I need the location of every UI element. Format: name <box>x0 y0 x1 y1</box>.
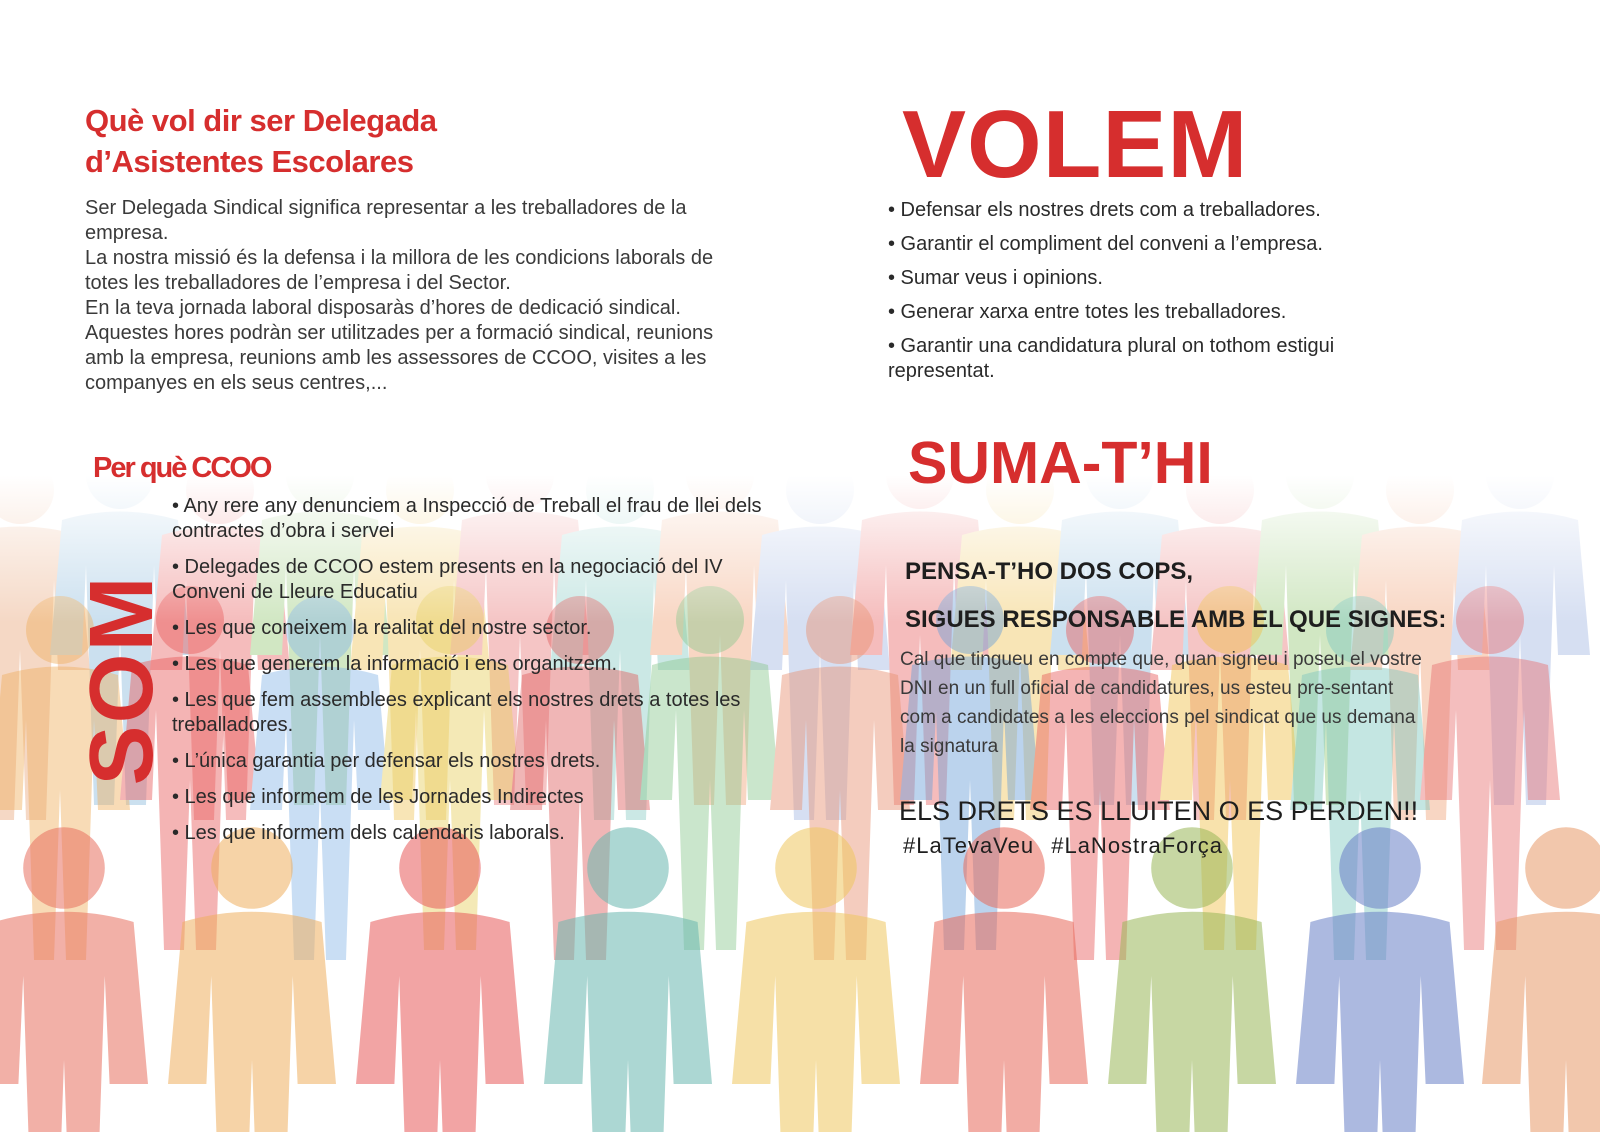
som-list-item: • Les que informem de les Jornades Indirectes <box>172 786 584 808</box>
som-vertical-label <box>72 520 172 840</box>
som-list-item: • Les que generem la informació i ens organitzem. <box>172 653 618 675</box>
intro-paragraph: Ser Delegada Sindical significa representar a les treballadores de la empresa. <box>85 197 687 244</box>
som-list-item: • Les que informem dels calendaris laborals. <box>172 822 565 844</box>
som-label-text: SOM <box>72 574 172 786</box>
som-list-item: • Les que fem assemblees explicant els nostres drets a totes les treballadores. <box>172 689 741 736</box>
volem-list-item: • Sumar veus i opinions. <box>888 267 1103 289</box>
volem-heading: VOLEM <box>902 91 1249 198</box>
intro-paragraph: La nostra missió és la defensa i la millora de les condicions laborals de totes les treballadores de l’empresa i del Sector. <box>85 247 714 294</box>
pensa-callout: PENSA-T’HO DOS COPS, <box>905 558 1194 585</box>
sigues-callout: SIGUES RESPONSABLE AMB EL QUE SIGNES: <box>905 606 1447 633</box>
som-list-item: • Any rere any denunciem a Inspecció de Treball el frau de llei dels contractes d’obra i servei <box>172 495 762 542</box>
som-list-item: • L’única garantia per defensar els nostres drets. <box>172 750 601 772</box>
volem-list-item: • Garantir una candidatura plural on tothom estigui representat. <box>888 335 1335 382</box>
hashtags: #LaTevaVeu #LaNostraForça <box>903 833 1223 858</box>
som-list-item: • Delegades de CCOO estem presents en la negociació del IV Conveni de Lleure Educatiu <box>172 556 723 603</box>
volem-list-item: • Garantir el compliment del conveni a l’empresa. <box>888 233 1323 255</box>
delegada-title-line-1: Què vol dir ser Delegada <box>85 103 437 138</box>
drets-slogan: ELS DRETS ES LLUITEN O ES PERDEN!! <box>899 796 1419 826</box>
signature-warning-text: Cal que tingueu en compte que, quan signeu i poseu el vostre DNI en un full oficial de candidatures, us esteu pre-sentant com a candidates a les eleccions pel sindicat que us demana la signatura <box>900 649 1422 757</box>
delegada-title-line-2: d’Asistentes Escolares <box>85 144 414 179</box>
delegada-title <box>85 100 785 182</box>
intro-paragraph: En la teva jornada laboral disposaràs d’hores de dedicació sindical. Aquestes hores podràn ser utilitzades per a formació sindical, reunions amb la empresa, reunions amb les assessores de CCOO, visites a les companyes en els seus centres,... <box>85 297 714 394</box>
som-list <box>172 494 792 857</box>
volem-list <box>888 198 1388 393</box>
why-ccoo-heading: Per què CCOO <box>93 452 271 484</box>
volem-list-item: • Generar xarxa entre totes les treballadores. <box>888 301 1287 323</box>
delegada-intro <box>85 196 755 396</box>
suma-heading: SUMA-T’HI <box>908 430 1213 496</box>
som-list-item: • Les que coneixem la realitat del nostre sector. <box>172 617 592 639</box>
volem-list-item: • Defensar els nostres drets com a treballadores. <box>888 199 1321 221</box>
